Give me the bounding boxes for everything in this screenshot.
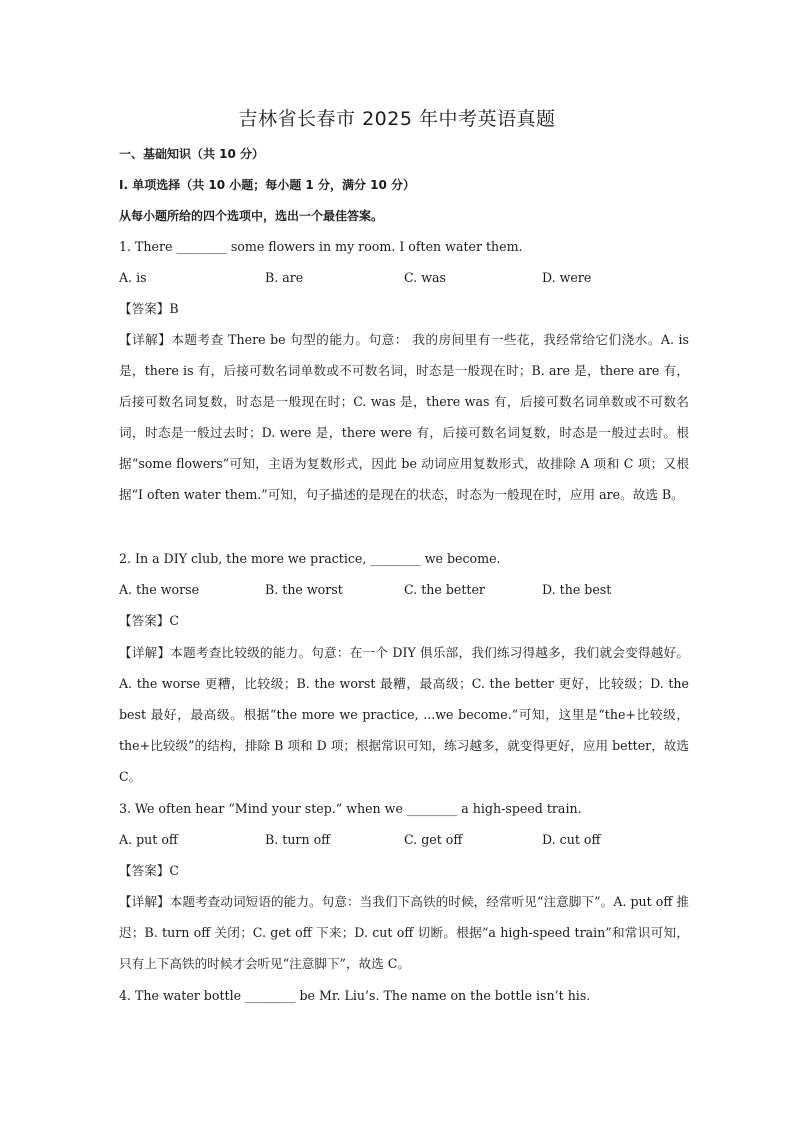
option-a: A. put off [119, 832, 178, 847]
question-2-answer: 【答案】C [119, 613, 180, 628]
question-3-explanation: 【详解】本题考查动词短语的能力。句意：当我们下高铁的时候，经常听见“注意脚下”。A. put off 推迟；B. turn off 关闭；C. get off 下来；D. cut off 切断。根据“a high-speed train”和常识可知，只有上下高铁的时候才会听见“注意脚下”，故选 C。 [119, 894, 689, 971]
option-c: C. was [404, 270, 446, 285]
question-1-explanation: 【详解】本题考查 There be 句型的能力。句意： 我的房间里有一些花，我经常给它们浇水。A. is 是，there is 有，后接可数名词单数或不可数名词，时态是一般现在时；B. are 是，there are 有，后接可数名词复数，时态是一般现在时；C. was 是，there was 有，后接可数名词单数或不可数名词，时态是一般过去时；D. were 是，there were 有，后接可数名词复数，时态是一般过去时。根据“some flowers”可知，主语为复数形式，因此 be 动词应用复数形式，故排除 A 项和 C 项；又根据“I often water them.”可知，句子描述的是现在的状态，时态为一般现在时，应用 are。故选 B。 [119, 332, 689, 502]
question-2-stem: 2. In a DIY club, the more we practice, ________ we become. [119, 551, 501, 566]
question-1-options [119, 270, 689, 286]
instruction-text: 从每小题所给的四个选项中，选出一个最佳答案。 [119, 209, 384, 223]
question-4-stem: 4. The water bottle ________ be Mr. Liu’s. The name on the bottle isn’t his. [119, 988, 591, 1003]
option-b: B. the worst [265, 582, 343, 597]
question-2-options [119, 582, 689, 598]
option-c: C. the better [404, 582, 485, 597]
option-a: A. the worse [119, 582, 200, 597]
option-a: A. is [119, 270, 147, 285]
question-3-answer: 【答案】C [119, 863, 180, 878]
option-b: B. are [265, 270, 304, 285]
question-1-stem: 1. There ________ some flowers in my room. I often water them. [119, 239, 523, 254]
section-heading: 一、基础知识（共 10 分） [119, 147, 265, 161]
question-3-options [119, 832, 689, 848]
option-c: C. get off [404, 832, 463, 847]
page-title: 吉林省长春市 2025 年中考英语真题 [238, 108, 556, 130]
option-d: D. were [542, 270, 592, 285]
question-1-answer: 【答案】B [119, 301, 179, 316]
option-d: D. cut off [542, 832, 601, 847]
subsection-heading: Ⅰ. 单项选择（共 10 小题；每小题 1 分，满分 10 分） [119, 178, 416, 192]
option-d: D. the best [542, 582, 612, 597]
question-3-stem: 3. We often hear “Mind your step.” when we ________ a high-speed train. [119, 801, 582, 816]
question-2-explanation: 【详解】本题考查比较级的能力。句意：在一个 DIY 俱乐部，我们练习得越多，我们就会变得越好。A. the worse 更糟，比较级；B. the worst 最糟，最高级；C. the better 更好，比较级；D. the best 最好，最高级。根据“the more we practice, ...we become.”可知，这里是“the+比较级，the+比较级”的结构，排除 B 项和 D 项；根据常识可知，练习越多，就变得更好，应用 better，故选 C。 [119, 645, 689, 784]
option-b: B. turn off [265, 832, 331, 847]
